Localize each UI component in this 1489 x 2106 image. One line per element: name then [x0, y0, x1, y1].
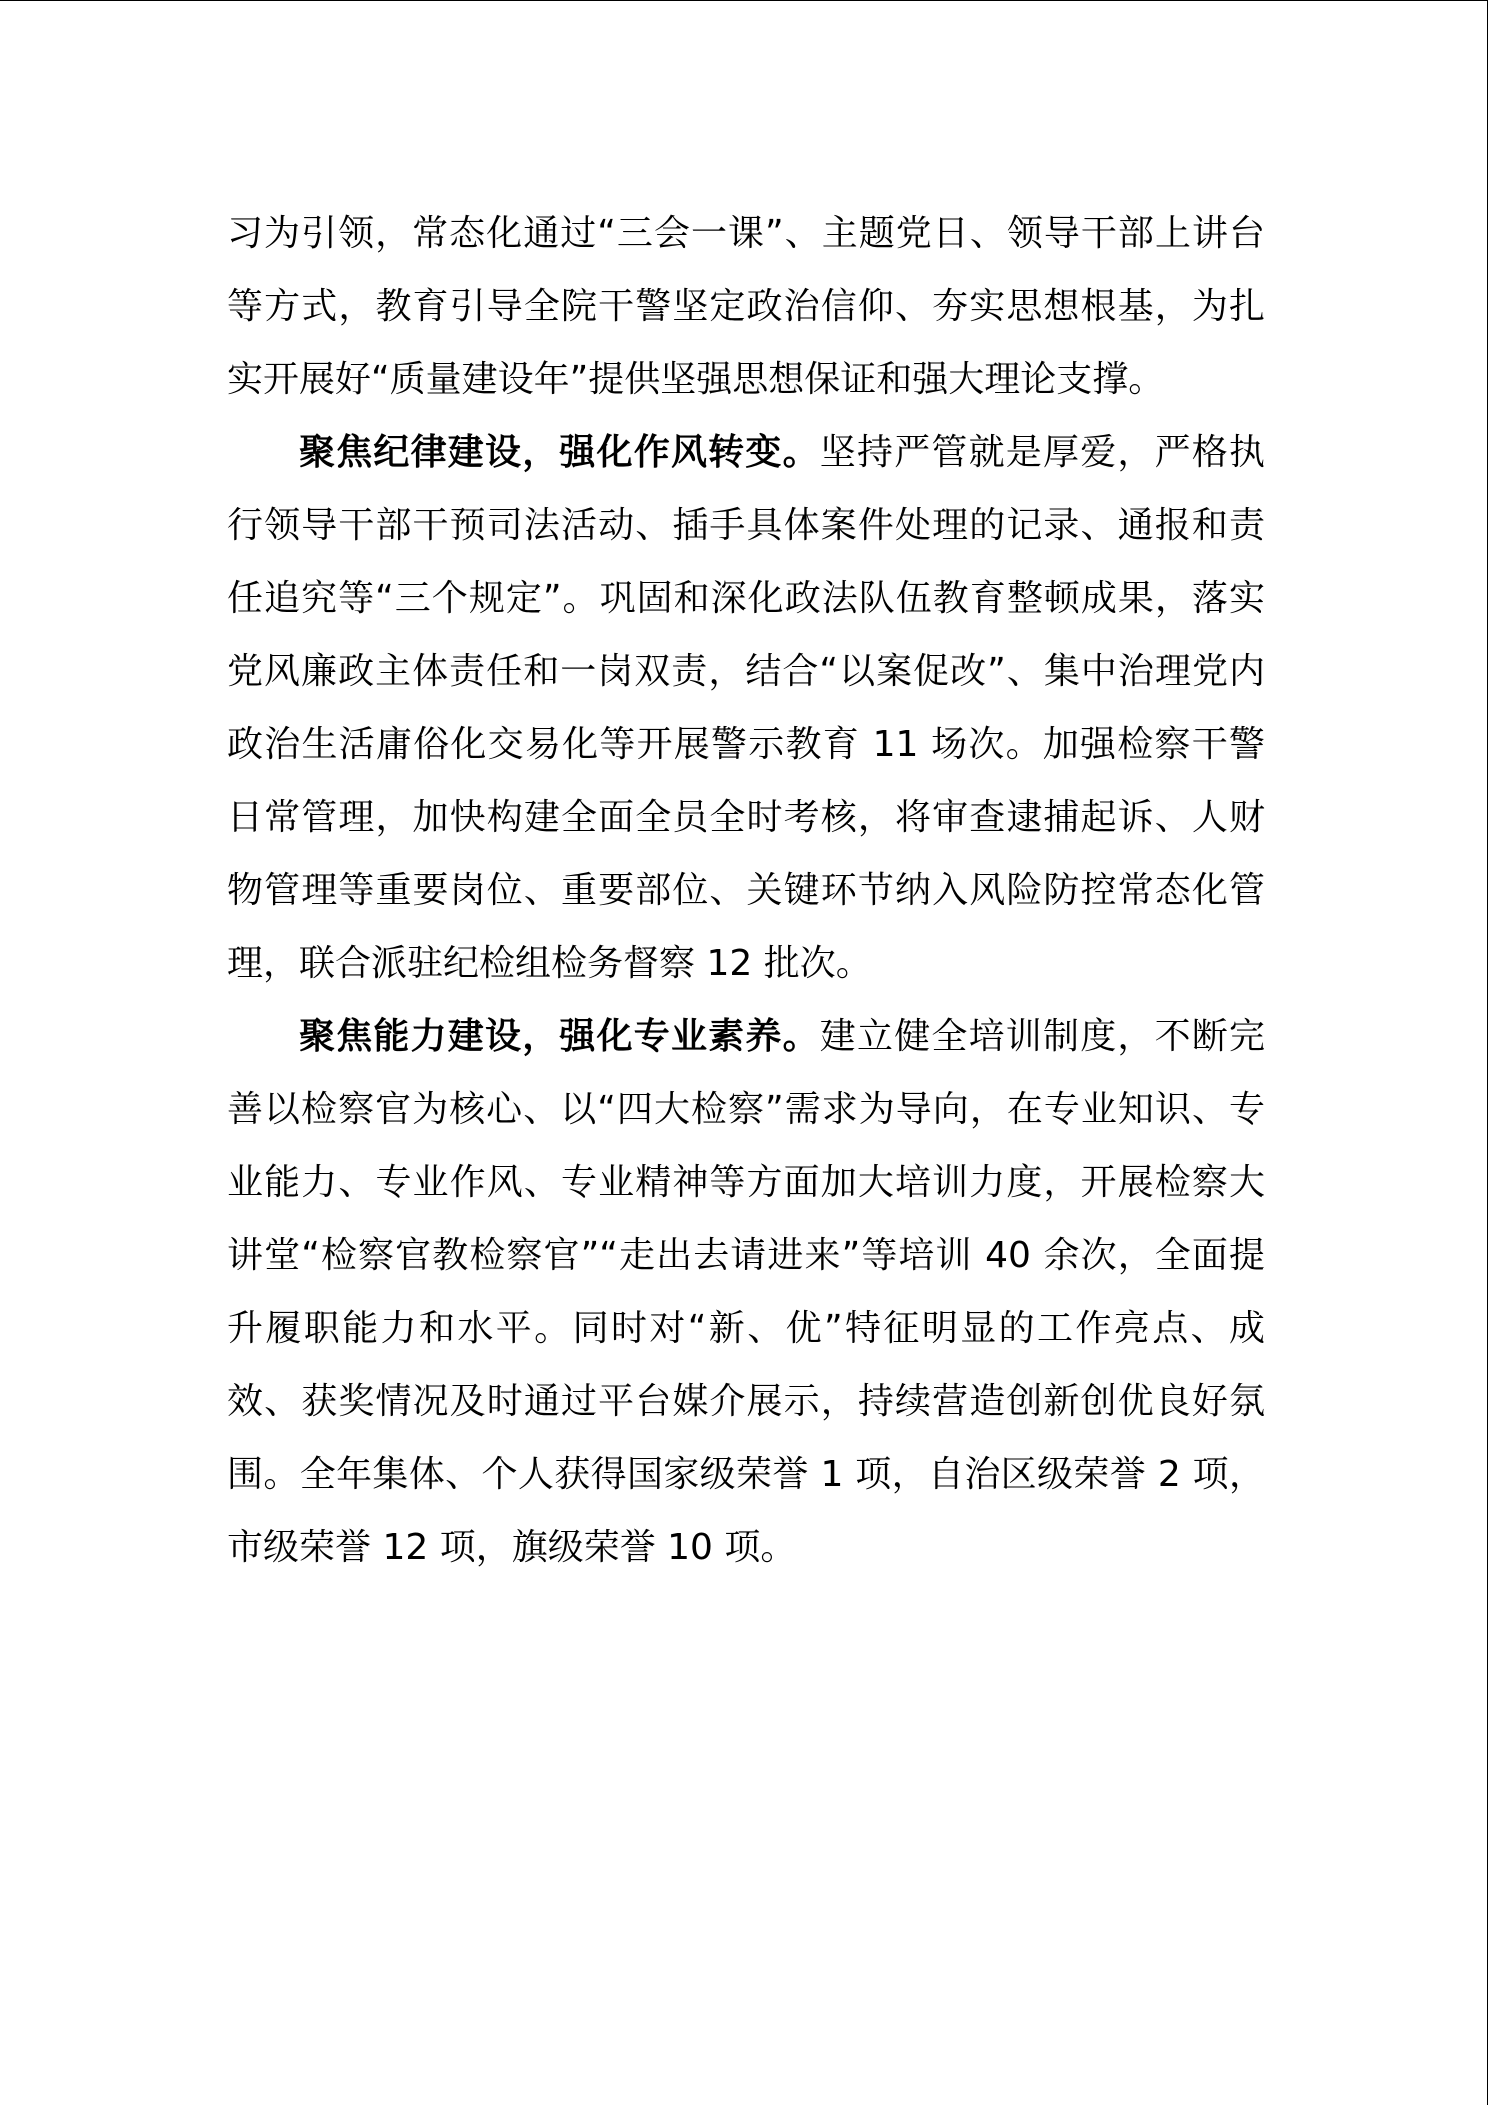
paragraph-capability [227, 1000, 1265, 1584]
paragraph-discipline [227, 416, 1265, 1000]
paragraph-continuation [227, 197, 1265, 416]
paragraph-heading: 聚焦纪律建设，强化作风转变。 [299, 432, 820, 473]
document-body [227, 197, 1265, 1584]
paragraph-body: 建立健全培训制度，不断完善以检察官为核心、以“四大检察”需求为导向，在专业知识、专业能力、专业作风、专业精神等方面加大培训力度，开展检察大讲堂“检察官教检察官”“走出去请进来”等培训 40 余次，全面提升履职能力和水平。同时对“新、优”特征明显的工作亮点、成效、获奖情况及时通过平台媒介展示，持续营造创新创优良好氛围。全年集体、个人获得国家级荣誉 1 项，自治区级荣誉 2 项，市级荣誉 12 项，旗级荣誉 10 项。 [227, 1016, 1265, 1568]
paragraph-body: 坚持严管就是厚爱，严格执行领导干部干预司法活动、插手具体案件处理的记录、通报和责任追究等“三个规定”。巩固和深化政法队伍教育整顿成果，落实党风廉政主体责任和一岗双责，结合“以案促改”、集中治理党内政治生活庸俗化交易化等开展警示教育 11 场次。加强检察干警日常管理，加快构建全面全员全时考核，将审查逮捕起诉、人财物管理等重要岗位、重要部位、关键环节纳入风险防控常态化管理，联合派驻纪检组检务督察 12 批次。 [227, 432, 1265, 984]
paragraph-heading: 聚焦能力建设，强化专业素养。 [299, 1016, 820, 1057]
paragraph-body: 习为引领，常态化通过“三会一课”、主题党日、领导干部上讲台等方式，教育引导全院干警坚定政治信仰、夯实思想根基，为扎实开展好“质量建设年”提供坚强思想保证和强大理论支撑。 [227, 213, 1265, 400]
